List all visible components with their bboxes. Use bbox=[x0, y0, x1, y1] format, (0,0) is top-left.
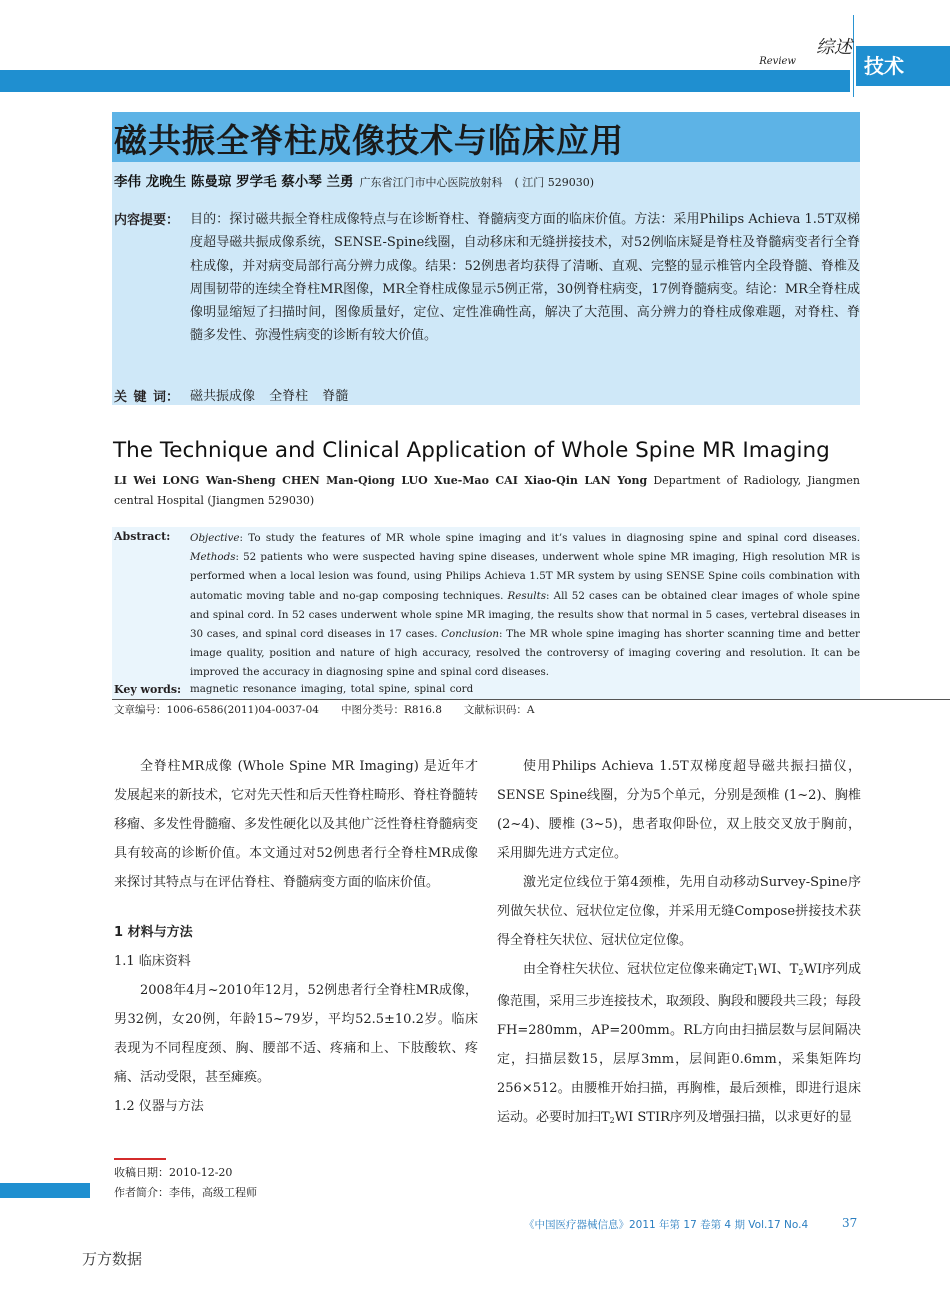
keywords-label-en: Key words: bbox=[114, 683, 182, 696]
journal-info: 《中国医疗器械信息》2011 年第 17 卷第 4 期 Vol.17 No.4 bbox=[524, 1219, 809, 1231]
equipment-paragraph: 使用Philips Achieva 1.5T双梯度超导磁共振扫描仪，SENSE Spine线圈，分为5个单元，分别是颈椎 (1~2)、胸椎 (2~4)、腰椎 (3~5)，患者取仰卧位，双上肢交叉放于胸前，采用脚先进方式定位。 bbox=[497, 759, 861, 861]
section-tab: 技术 bbox=[856, 46, 950, 86]
footnote-blue-bar bbox=[0, 1183, 90, 1198]
article-number: 文章编号：1006-6586(2011)04-0037-04 bbox=[114, 704, 319, 716]
author-names-en: LI Wei LONG Wan-Sheng CHEN Man-Qiong LUO Xue-Mao CAI Xiao-Qin LAN Yong bbox=[114, 474, 648, 487]
seq-text-c: WI序列成像范围，采用三步连接技术，取颈段、胸段和腰段共三段；每段FH=280mm，AP=200mm。RL方向由扫描层数与层间隔决定，扫描层数15，层厚3mm，层间距0.6mm，采集矩阵均256×512。由腰椎开始扫描，再胸椎，最后颈椎，即进行退床运动。必要时加扫T bbox=[497, 962, 862, 1125]
section-heading-1: 1 材料与方法 bbox=[114, 925, 193, 940]
results-label: Results bbox=[507, 589, 547, 602]
subsection-heading-1-2: 1.2 仪器与方法 bbox=[114, 1099, 204, 1114]
results-text: : All 52 cases can be obtained clear images of whole spine and spinal cord. In 52 cases underwent whole spine MR imaging, the results show that normal in 5 cases, vertebral diseases in 30 cases, and spinal cord diseases in 17 cases. bbox=[190, 589, 860, 641]
sequence-paragraph bbox=[497, 955, 861, 1135]
author-bio: 作者简介：李伟，高级工程师 bbox=[114, 1186, 257, 1199]
subsection-heading-1-1: 1.1 临床资料 bbox=[114, 954, 191, 969]
affiliation-en: Department of Radiology, Jiangmen central Hospital (Jiangmen 529030) bbox=[114, 474, 860, 507]
objective-label: Objective bbox=[190, 532, 240, 544]
separator-line bbox=[112, 699, 950, 700]
intro-paragraph: 全脊柱MR成像 (Whole Spine MR Imaging) 是近年才发展起来的新技术，它对先天性和后天性脊柱畸形、脊柱脊髓转移瘤、多发性骨髓瘤、多发性硬化以及其他广泛性脊柱脊髓病变具有较高的诊断价值。本文通过对52例患者行全脊柱MR成像来探讨其特点与在评估脊柱、脊髓病变方面的临床价值。 bbox=[114, 759, 479, 890]
body-column-right bbox=[497, 752, 861, 1135]
received-date: 收稿日期：2010-12-20 bbox=[114, 1166, 233, 1179]
zip-cn: ( 江门 529030) bbox=[514, 176, 595, 189]
author-names-cn: 李伟 龙晚生 陈曼琼 罗学毛 蔡小琴 兰勇 bbox=[114, 174, 354, 190]
abstract-label-en: Abstract: bbox=[114, 530, 171, 543]
keywords-cn: 磁共振成像 全脊柱 脊髓 bbox=[190, 389, 349, 404]
article-meta bbox=[114, 702, 557, 717]
class-number: 中图分类号：R816.8 bbox=[340, 704, 442, 716]
objective-text: : To study the features of MR whole spine imaging and it’s values in diagnosing spine and spinal cord diseases. bbox=[239, 532, 860, 544]
clinical-data-paragraph: 2008年4月~2010年12月，52例患者行全脊柱MR成像，男32例，女20例，年龄15~79岁，平均52.5±10.2岁。临床表现为不同程度颈、胸、腰部不适、疼痛和上、下肢酸软、疼痛、活动受限，甚至瘫痪。 bbox=[114, 983, 478, 1085]
header-divider bbox=[853, 15, 854, 97]
watermark-text: 万方数据 bbox=[82, 1250, 143, 1268]
section-label-cn: 综述 bbox=[816, 37, 852, 58]
seq-text-b: WI、T bbox=[758, 962, 799, 977]
seq-text-a: 由全脊柱矢状位、冠状位定位像来确定T bbox=[523, 962, 754, 977]
page-number: 37 bbox=[842, 1216, 858, 1230]
document-code: 文献标识码：A bbox=[463, 704, 535, 716]
keywords-en: magnetic resonance imaging, total spine, spinal cord bbox=[190, 683, 474, 695]
methods-text: : 52 patients who were suspected having spine diseases, underwent whole spine MR imaging, High resolution MR is performed when a local lesion was found, using Philips Achieva 1.5T MR system by using SENSE Spine coils combination with automatic moving table and no-gap composing techniques. bbox=[190, 551, 860, 602]
footnote-rule bbox=[114, 1158, 166, 1160]
authors-en bbox=[114, 471, 860, 511]
header-blue-bar bbox=[0, 70, 850, 92]
article-title-cn: 磁共振全脊柱成像技术与临床应用 bbox=[114, 121, 624, 160]
section-label-en: Review bbox=[759, 56, 796, 67]
seq-sub-1: 1 bbox=[753, 968, 759, 977]
conclusion-text: : The MR whole spine imaging has shorter scanning time and better image quality, position and nature of high accuracy, resolved the controversy of imaging covering and resolution. It can be improved the accuracy in diagnosing spine and spinal cord diseases. bbox=[190, 628, 860, 679]
abstract-cn: 目的：探讨磁共振全脊柱成像特点与在诊断脊柱、脊髓病变方面的临床价值。方法：采用Philips Achieva 1.5T双梯度超导磁共振成像系统，SENSE-Spine线圈，自动移床和无缝拼接技术，对52例临床疑是脊柱及脊髓病变者行全脊柱成像，并对病变局部行高分辨力成像。结果：52例患者均获得了清晰、直观、完整的显示椎管内全段脊髓、脊椎及周围韧带的连续全脊柱MR图像，MR全脊柱成像显示5例正常，30例脊柱病变，17例脊髓病变。结论：MR全脊柱成像明显缩短了扫描时间，图像质量好，定位、定性准确性高，解决了大范围、高分辨力的脊柱成像难题，对脊柱、脊髓多发性、弥漫性病变的诊断有较大价值。 bbox=[190, 212, 860, 344]
affiliation-cn: 广东省江门市中心医院放射科 bbox=[359, 176, 503, 189]
seq-sub-3: 2 bbox=[609, 1116, 615, 1125]
authors-cn bbox=[114, 170, 594, 190]
seq-text-d: WI STIR序列及增强扫描，以求更好的显 bbox=[614, 1110, 852, 1125]
methods-label: Methods bbox=[190, 551, 236, 564]
footnote bbox=[114, 1163, 257, 1203]
article-title-en: The Technique and Clinical Application of Whole Spine MR Imaging bbox=[113, 438, 830, 463]
body-column-left bbox=[114, 752, 478, 1121]
positioning-paragraph: 激光定位线位于第4颈椎，先用自动移动Survey-Spine序列做矢状位、冠状位定位像，并采用无缝Compose拼接技术获得全脊柱矢状位、冠状位定位像。 bbox=[497, 875, 861, 948]
seq-sub-2: 2 bbox=[798, 968, 804, 977]
abstract-en bbox=[190, 529, 860, 683]
abstract-label-cn: 内容提要： bbox=[114, 213, 180, 228]
conclusion-label: Conclusion bbox=[441, 628, 499, 641]
keywords-label-cn: 关 键 词： bbox=[114, 390, 180, 405]
